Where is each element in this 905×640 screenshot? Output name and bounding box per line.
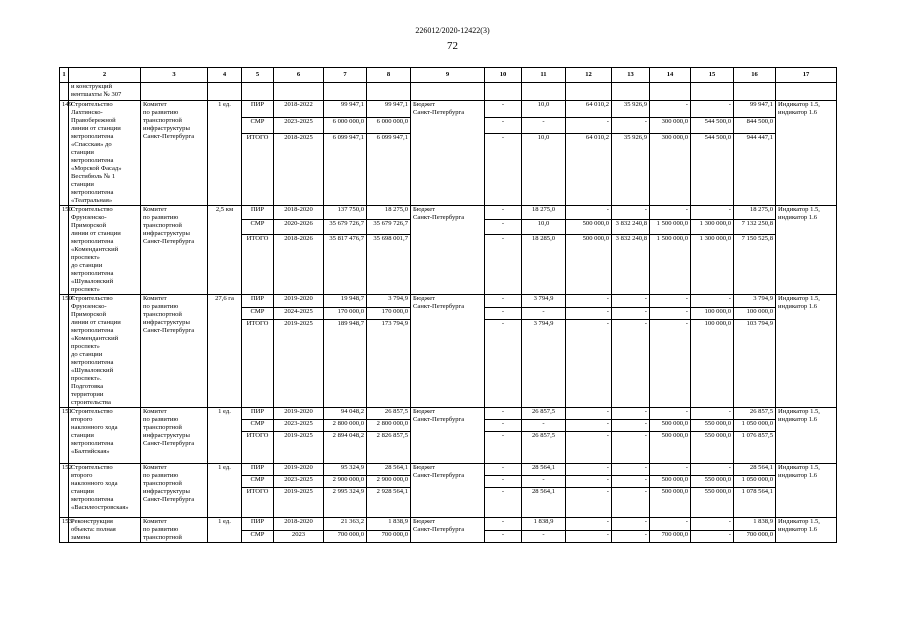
value-col-16: 944 447,1 <box>734 134 776 206</box>
indicator: Индикатор 1.5, индикатор 1.6 <box>776 408 837 464</box>
work-type: ИТОГО <box>242 488 274 518</box>
value-col-15: 550 000,0 <box>691 476 734 488</box>
value-col-10: - <box>485 464 522 476</box>
column-number: 9 <box>411 68 485 83</box>
period: 2019-2020 <box>274 295 324 308</box>
funding-source: Бюджет Санкт-Петербурга <box>411 464 485 518</box>
estimated-cost: 137 750,0 <box>324 206 367 220</box>
budget-table <box>59 67 837 543</box>
value-col-14: 500 000,0 <box>650 488 691 518</box>
value-col-13: 3 832 240,8 <box>612 234 650 294</box>
remaining-cost: 35 679 726,7 <box>367 220 411 234</box>
value-col-16: 1 078 564,1 <box>734 488 776 518</box>
estimated-cost: 2 800 000,0 <box>324 420 367 432</box>
value-col-10: - <box>485 476 522 488</box>
value-col-15: 100 000,0 <box>691 320 734 408</box>
work-type: ПИР <box>242 464 274 476</box>
value-col-13: - <box>612 307 650 320</box>
row-number: 152 <box>60 464 69 518</box>
estimated-cost: 99 947,1 <box>324 101 367 118</box>
value-col-13: - <box>612 206 650 220</box>
value-col-16: 3 794,9 <box>734 295 776 308</box>
value-col-15: - <box>691 101 734 118</box>
value-col-12: - <box>566 408 612 420</box>
value-col-16: 1 050 000,0 <box>734 420 776 432</box>
work-type: ПИР <box>242 295 274 308</box>
row-number: 153 <box>60 518 69 543</box>
object-name: Строительство Фрунзенско- Приморской линии от станции метрополитена «Комендантский проспект» до станции метрополитена «Шуваловский проспект». Подготовка территории строительства <box>69 295 141 408</box>
period: 2019-2025 <box>274 320 324 408</box>
column-number: 16 <box>734 68 776 83</box>
period: 2023-2025 <box>274 476 324 488</box>
period: 2023-2025 <box>274 117 324 134</box>
estimated-cost: 35 817 476,7 <box>324 234 367 294</box>
work-type: ПИР <box>242 206 274 220</box>
value-col-16: 1 838,9 <box>734 518 776 531</box>
remaining-cost: 26 857,5 <box>367 408 411 420</box>
funding-source: Бюджет Санкт-Петербурга <box>411 206 485 295</box>
remaining-cost: 6 099 947,1 <box>367 134 411 206</box>
remaining-cost: 28 564,1 <box>367 464 411 476</box>
value-col-16: 100 000,0 <box>734 307 776 320</box>
period: 2018-2020 <box>274 518 324 531</box>
value-col-11: 3 794,9 <box>522 320 566 408</box>
table-row <box>60 464 837 476</box>
column-number: 5 <box>242 68 274 83</box>
customer: Комитет по развитию транспортной инфраструктуры Санкт-Петербурга <box>141 408 208 464</box>
value-col-13: 3 832 240,8 <box>612 220 650 234</box>
remaining-cost: 99 947,1 <box>367 101 411 118</box>
value-col-13: - <box>612 518 650 531</box>
object-name: Реконструкция объекта: полная замена <box>69 518 141 543</box>
value-col-14: 500 000,0 <box>650 476 691 488</box>
period: 2019-2020 <box>274 464 324 476</box>
value-col-14: - <box>650 320 691 408</box>
value-col-12: - <box>566 206 612 220</box>
indicator: Индикатор 1.5, индикатор 1.6 <box>776 101 837 206</box>
column-number: 13 <box>612 68 650 83</box>
value-col-11: 10,0 <box>522 101 566 118</box>
work-type: ПИР <box>242 101 274 118</box>
value-col-16: 7 150 525,8 <box>734 234 776 294</box>
object-name: Строительство второго наклонного хода станции метрополитена «Балтийская» <box>69 408 141 464</box>
remaining-cost: 173 794,9 <box>367 320 411 408</box>
funding-source: Бюджет Санкт-Петербурга <box>411 518 485 543</box>
remaining-cost: 18 275,0 <box>367 206 411 220</box>
work-type: СМР <box>242 307 274 320</box>
value-col-15: 544 500,0 <box>691 117 734 134</box>
column-number: 14 <box>650 68 691 83</box>
row-number: 150¹ <box>60 295 69 408</box>
estimated-cost: 6 099 947,1 <box>324 134 367 206</box>
capacity: 27,6 га <box>208 295 242 408</box>
period: 2018-2026 <box>274 234 324 294</box>
value-col-15: 550 000,0 <box>691 420 734 432</box>
value-col-10: - <box>485 320 522 408</box>
value-col-11: - <box>522 476 566 488</box>
table-row <box>60 295 837 308</box>
estimated-cost: 19 948,7 <box>324 295 367 308</box>
customer: Комитет по развитию транспортной инфраструктуры Санкт-Петербурга <box>141 295 208 408</box>
value-col-15: - <box>691 464 734 476</box>
estimated-cost: 21 363,2 <box>324 518 367 531</box>
period: 2018-2025 <box>274 134 324 206</box>
row-number: 150 <box>60 206 69 295</box>
customer: Комитет по развитию транспортной <box>141 518 208 543</box>
value-col-14: 300 000,0 <box>650 134 691 206</box>
object-name: Строительство Лахтинско- Правобережной линии от станции метрополитена «Спасская» до станции метрополитена «Морской Фасад» Вестибюль № 1 станции метрополитена «Театральная» <box>69 101 141 206</box>
value-col-12: - <box>566 117 612 134</box>
table-row <box>60 101 837 118</box>
column-number-row <box>60 68 837 83</box>
value-col-11: - <box>522 530 566 543</box>
value-col-10: - <box>485 408 522 420</box>
remaining-cost: 6 000 000,0 <box>367 117 411 134</box>
value-col-12: - <box>566 307 612 320</box>
value-col-13: 35 926,9 <box>612 134 650 206</box>
remaining-cost: 2 826 857,5 <box>367 432 411 464</box>
work-type: ИТОГО <box>242 432 274 464</box>
value-col-10: - <box>485 101 522 118</box>
value-col-13: - <box>612 420 650 432</box>
value-col-15: - <box>691 518 734 531</box>
value-col-15: - <box>691 408 734 420</box>
value-col-12: - <box>566 476 612 488</box>
value-col-13: - <box>612 117 650 134</box>
value-col-12: 500 000,0 <box>566 220 612 234</box>
value-col-11: 28 564,1 <box>522 488 566 518</box>
remaining-cost: 700 000,0 <box>367 530 411 543</box>
column-number: 8 <box>367 68 411 83</box>
column-number: 6 <box>274 68 324 83</box>
customer: Комитет по развитию транспортной инфраструктуры Санкт-Петербурга <box>141 101 208 206</box>
value-col-14: 500 000,0 <box>650 432 691 464</box>
period: 2023-2025 <box>274 420 324 432</box>
value-col-12: - <box>566 432 612 464</box>
indicator: Индикатор 1.5, индикатор 1.6 <box>776 464 837 518</box>
value-col-11: 18 285,0 <box>522 234 566 294</box>
value-col-11: 10,0 <box>522 220 566 234</box>
work-type: ИТОГО <box>242 320 274 408</box>
period: 2019-2025 <box>274 488 324 518</box>
value-col-14: - <box>650 408 691 420</box>
capacity: 1 ед. <box>208 464 242 518</box>
value-col-13: - <box>612 408 650 420</box>
period: 2024-2025 <box>274 307 324 320</box>
estimated-cost: 2 894 048,2 <box>324 432 367 464</box>
column-number: 12 <box>566 68 612 83</box>
indicator: Индикатор 1.5, индикатор 1.6 <box>776 295 837 408</box>
remaining-cost: 2 800 000,0 <box>367 420 411 432</box>
column-number: 1 <box>60 68 69 83</box>
value-col-16: 18 275,0 <box>734 206 776 220</box>
work-type: ПИР <box>242 518 274 531</box>
column-number: 10 <box>485 68 522 83</box>
value-col-16: 26 857,5 <box>734 408 776 420</box>
value-col-16: 1 076 857,5 <box>734 432 776 464</box>
estimated-cost: 35 679 726,7 <box>324 220 367 234</box>
value-col-12: - <box>566 530 612 543</box>
value-col-12: 64 010,2 <box>566 134 612 206</box>
value-col-13: - <box>612 295 650 308</box>
value-col-16: 844 500,0 <box>734 117 776 134</box>
value-col-15: - <box>691 206 734 220</box>
value-col-12: - <box>566 295 612 308</box>
period: 2023 <box>274 530 324 543</box>
value-col-10: - <box>485 307 522 320</box>
value-col-11: 1 838,9 <box>522 518 566 531</box>
indicator: Индикатор 1.5, индикатор 1.6 <box>776 206 837 295</box>
period: 2018-2020 <box>274 206 324 220</box>
value-col-13: 35 926,9 <box>612 101 650 118</box>
capacity: 1 ед. <box>208 408 242 464</box>
value-col-14: - <box>650 307 691 320</box>
value-col-14: - <box>650 101 691 118</box>
value-col-11: 3 794,9 <box>522 295 566 308</box>
value-col-12: - <box>566 464 612 476</box>
work-type: ПИР <box>242 408 274 420</box>
value-col-14: - <box>650 464 691 476</box>
value-col-14: 700 000,0 <box>650 530 691 543</box>
customer: Комитет по развитию транспортной инфраструктуры Санкт-Петербурга <box>141 464 208 518</box>
value-col-14: - <box>650 518 691 531</box>
table-row <box>60 408 837 420</box>
remaining-cost: 2 928 564,1 <box>367 488 411 518</box>
remaining-cost: 170 000,0 <box>367 307 411 320</box>
value-col-14: - <box>650 206 691 220</box>
value-col-10: - <box>485 134 522 206</box>
value-col-16: 700 000,0 <box>734 530 776 543</box>
value-col-10: - <box>485 420 522 432</box>
value-col-15: - <box>691 530 734 543</box>
estimated-cost: 189 948,7 <box>324 320 367 408</box>
value-col-15: 550 000,0 <box>691 432 734 464</box>
value-col-10: - <box>485 234 522 294</box>
indicator: Индикатор 1.5, индикатор 1.6 <box>776 518 837 543</box>
value-col-16: 99 947,1 <box>734 101 776 118</box>
value-col-15: 544 500,0 <box>691 134 734 206</box>
page-number: 72 <box>447 40 458 52</box>
value-col-10: - <box>485 530 522 543</box>
estimated-cost: 2 900 000,0 <box>324 476 367 488</box>
value-col-10: - <box>485 518 522 531</box>
value-col-13: - <box>612 488 650 518</box>
value-col-11: 26 857,5 <box>522 432 566 464</box>
value-col-14: 300 000,0 <box>650 117 691 134</box>
column-number: 3 <box>141 68 208 83</box>
object-name: Строительство второго наклонного хода станции метрополитена «Василеостровская» <box>69 464 141 518</box>
column-number: 4 <box>208 68 242 83</box>
funding-source: Бюджет Санкт-Петербурга <box>411 295 485 408</box>
period: 2019-2020 <box>274 408 324 420</box>
period: 2018-2022 <box>274 101 324 118</box>
value-col-12: - <box>566 320 612 408</box>
column-number: 11 <box>522 68 566 83</box>
value-col-11: 28 564,1 <box>522 464 566 476</box>
value-col-10: - <box>485 117 522 134</box>
value-col-13: - <box>612 476 650 488</box>
value-col-13: - <box>612 320 650 408</box>
value-col-11: - <box>522 420 566 432</box>
column-number: 17 <box>776 68 837 83</box>
value-col-11: - <box>522 117 566 134</box>
estimated-cost: 170 000,0 <box>324 307 367 320</box>
value-col-10: - <box>485 295 522 308</box>
value-col-14: 1 500 000,0 <box>650 234 691 294</box>
work-type: СМР <box>242 117 274 134</box>
remaining-cost: 3 794,9 <box>367 295 411 308</box>
estimated-cost: 94 048,2 <box>324 408 367 420</box>
value-col-12: - <box>566 488 612 518</box>
value-col-11: 18 275,0 <box>522 206 566 220</box>
remaining-cost: 2 900 000,0 <box>367 476 411 488</box>
column-number: 7 <box>324 68 367 83</box>
table-row <box>60 518 837 531</box>
work-type: СМР <box>242 476 274 488</box>
value-col-15: - <box>691 295 734 308</box>
work-type: СМР <box>242 420 274 432</box>
estimated-cost: 2 995 324,9 <box>324 488 367 518</box>
estimated-cost: 6 000 000,0 <box>324 117 367 134</box>
value-col-12: 64 010,2 <box>566 101 612 118</box>
capacity: 1 ед. <box>208 518 242 543</box>
value-col-13: - <box>612 530 650 543</box>
period: 2019-2025 <box>274 432 324 464</box>
value-col-16: 103 794,9 <box>734 320 776 408</box>
value-col-16: 1 050 000,0 <box>734 476 776 488</box>
work-type: СМР <box>242 530 274 543</box>
value-col-16: 7 132 250,8 <box>734 220 776 234</box>
value-col-12: 500 000,0 <box>566 234 612 294</box>
value-col-15: 1 300 000,0 <box>691 220 734 234</box>
continuation-row <box>60 83 837 101</box>
remaining-cost: 1 838,9 <box>367 518 411 531</box>
value-col-15: 100 000,0 <box>691 307 734 320</box>
remaining-cost: 35 698 001,7 <box>367 234 411 294</box>
column-number: 15 <box>691 68 734 83</box>
value-col-10: - <box>485 432 522 464</box>
value-col-15: 1 300 000,0 <box>691 234 734 294</box>
table-row <box>60 206 837 220</box>
value-col-10: - <box>485 206 522 220</box>
capacity: 1 ед. <box>208 101 242 206</box>
value-col-13: - <box>612 464 650 476</box>
funding-source: Бюджет Санкт-Петербурга <box>411 408 485 464</box>
capacity: 2,5 км <box>208 206 242 295</box>
value-col-16: 28 564,1 <box>734 464 776 476</box>
value-col-11: 10,0 <box>522 134 566 206</box>
work-type: ИТОГО <box>242 234 274 294</box>
object-name: Строительство Фрунзенско- Приморской линии от станции метрополитена «Комендантский проспект» до станции метрополитена «Шуваловский проспект» <box>69 206 141 295</box>
work-type: СМР <box>242 220 274 234</box>
customer: Комитет по развитию транспортной инфраструктуры Санкт-Петербурга <box>141 206 208 295</box>
column-number: 2 <box>69 68 141 83</box>
value-col-12: - <box>566 518 612 531</box>
estimated-cost: 95 324,9 <box>324 464 367 476</box>
value-col-14: 1 500 000,0 <box>650 220 691 234</box>
estimated-cost: 700 000,0 <box>324 530 367 543</box>
value-col-10: - <box>485 488 522 518</box>
row-number: 149 <box>60 101 69 206</box>
continuation-text: и конструкций вентшахты № 307 <box>69 83 141 101</box>
value-col-14: - <box>650 295 691 308</box>
value-col-15: 550 000,0 <box>691 488 734 518</box>
funding-source: Бюджет Санкт-Петербурга <box>411 101 485 206</box>
row-number: 151 <box>60 408 69 464</box>
document-number: 226012/2020-12422(3) <box>415 26 490 35</box>
value-col-12: - <box>566 420 612 432</box>
value-col-13: - <box>612 432 650 464</box>
value-col-14: 500 000,0 <box>650 420 691 432</box>
period: 2020-2026 <box>274 220 324 234</box>
value-col-10: - <box>485 220 522 234</box>
value-col-11: 26 857,5 <box>522 408 566 420</box>
value-col-11: - <box>522 307 566 320</box>
work-type: ИТОГО <box>242 134 274 206</box>
